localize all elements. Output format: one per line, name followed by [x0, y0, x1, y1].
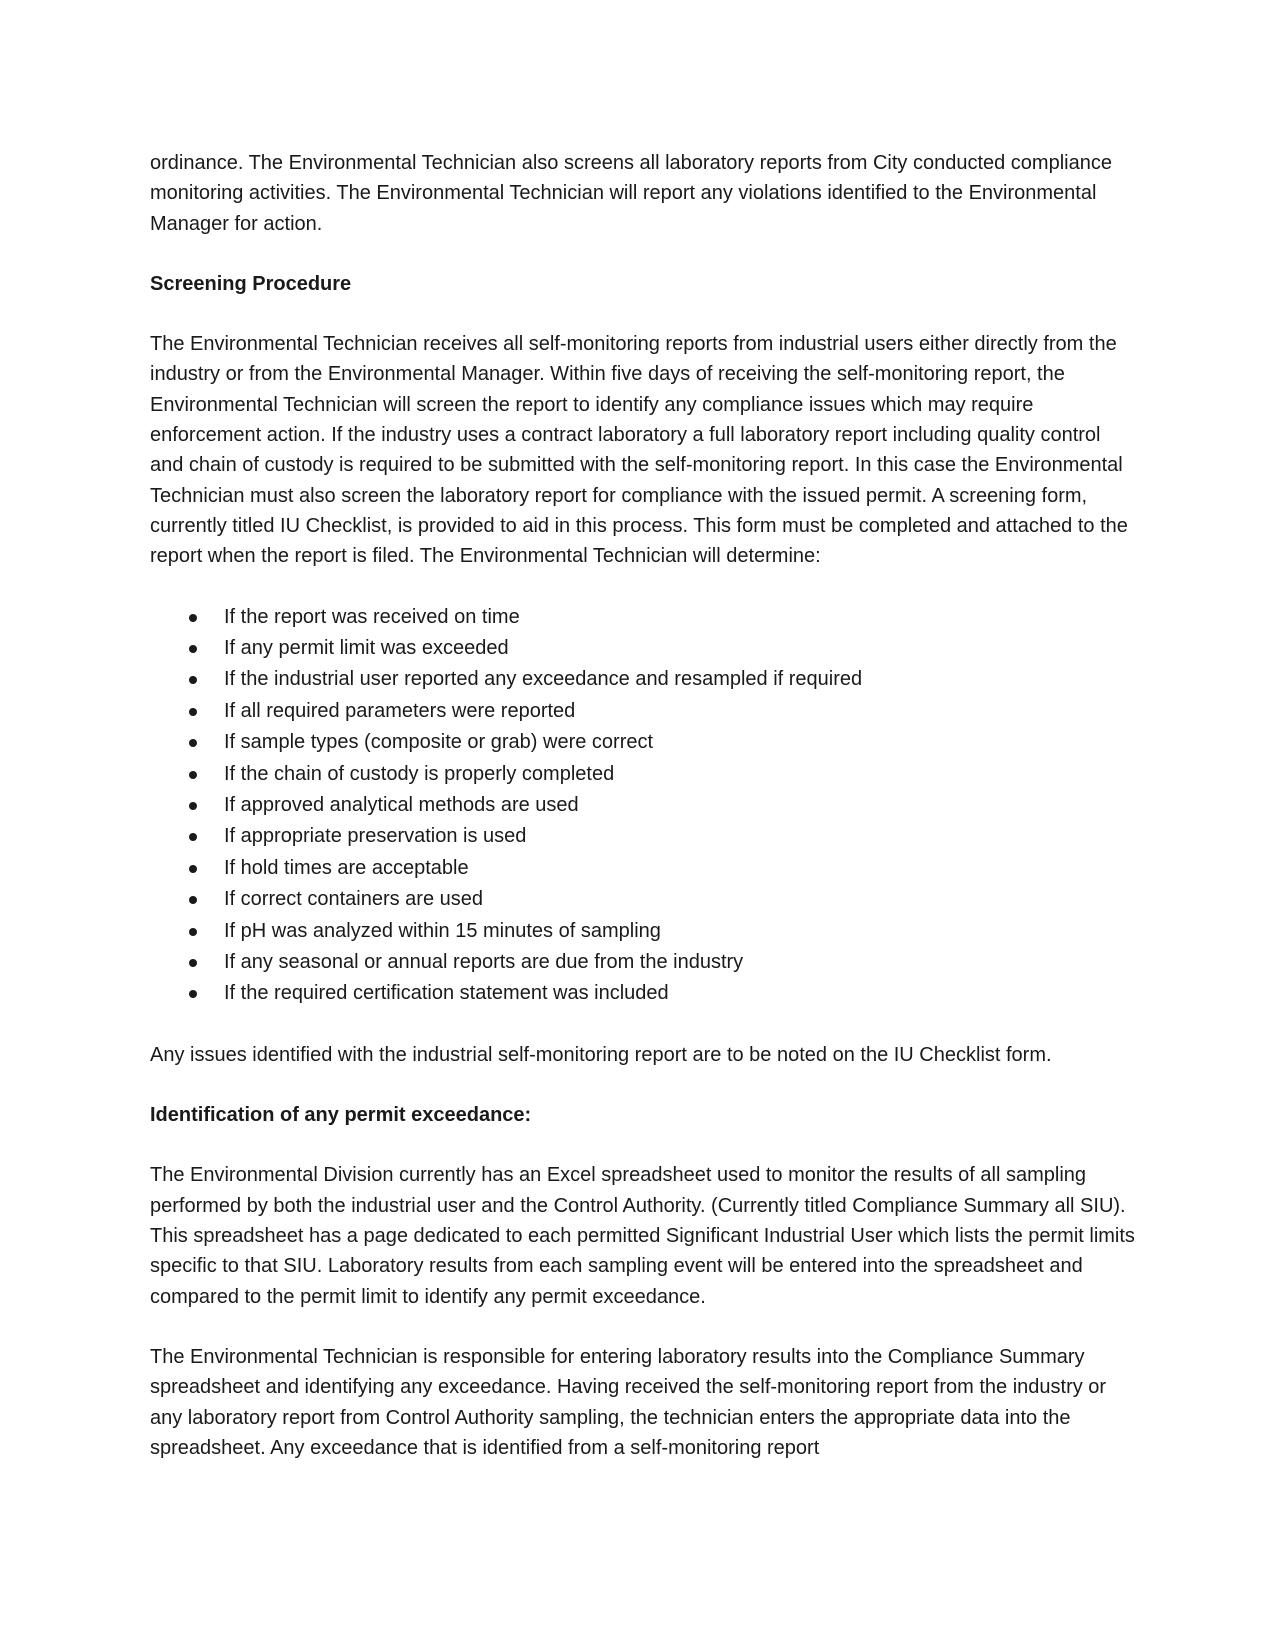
screening-checklist: [150, 602, 1135, 1010]
bullet-icon: [189, 676, 197, 684]
screening-procedure-heading: Screening Procedure: [150, 272, 352, 295]
checklist-item-text: If pH was analyzed within 15 minutes of sampling: [224, 919, 661, 942]
bullet-icon: [189, 928, 197, 936]
checklist-item-text: If sample types (composite or grab) were correct: [224, 731, 654, 754]
checklist-item: [150, 978, 1135, 1009]
checklist-item-text: If the required certification statement was included: [224, 982, 669, 1005]
intro-paragraph: ordinance. The Environmental Technician also screens all laboratory reports from City conducted compliance monitoring activities. The Environmental Technician will report any violations identified to the Environmental Manager for action.: [150, 152, 1112, 235]
exceedance-paragraph-1: The Environmental Division currently has an Excel spreadsheet used to monitor the results of all sampling performed by both the industrial user and the Control Authority. (Currently titled Compliance Summary all SIU). This spreadsheet has a page dedicated to each permitted Significant Industrial User which lists the permit limits specific to that SIU. Laboratory results from each sampling event will be entered into the spreadsheet and compared to the permit limit to identify any permit exceedance.: [150, 1164, 1135, 1308]
bullet-icon: [189, 802, 197, 810]
screening-paragraph: The Environmental Technician receives all self-monitoring reports from industrial users either directly from the industry or from the Environmental Manager. Within five days of receiving the self-monitoring report, the Environmental Technician will screen the report to identify any compliance issues which may require enforcement action. If the industry uses a contract laboratory a full laboratory report including quality control and chain of custody is required to be submitted with the self-monitoring report. In this case the Environmental Technician must also screen the laboratory report for compliance with the issued permit. A screening form, currently titled IU Checklist, is provided to aid in this process. This form must be completed and attached to the report when the report is filed. The Environmental Technician will determine:: [150, 333, 1128, 568]
checklist-item: [150, 664, 1135, 695]
bullet-icon: [189, 739, 197, 747]
checklist-item-text: If the industrial user reported any exceedance and resampled if required: [224, 668, 863, 691]
checklist-item: [150, 821, 1135, 852]
checklist-item-text: If correct containers are used: [224, 888, 484, 911]
checklist-item-text: If the chain of custody is properly completed: [224, 762, 615, 785]
bullet-icon: [189, 708, 197, 716]
checklist-item-text: If hold times are acceptable: [224, 856, 469, 879]
bullet-icon: [189, 833, 197, 841]
checklist-item: [150, 759, 1135, 790]
bullet-icon: [189, 645, 197, 653]
checklist-item-text: If all required parameters were reported: [224, 699, 576, 722]
checklist-item: [150, 633, 1135, 664]
checklist-closing-paragraph: Any issues identified with the industrial self-monitoring report are to be noted on the IU Checklist form.: [150, 1043, 1052, 1066]
bullet-icon: [189, 896, 197, 904]
checklist-item: [150, 696, 1135, 727]
checklist-item: [150, 853, 1135, 884]
bullet-icon: [189, 865, 197, 873]
checklist-item: [150, 947, 1135, 978]
document-page: [150, 148, 1135, 1493]
bullet-icon: [189, 959, 197, 967]
checklist-item-text: If the report was received on time: [224, 605, 520, 628]
checklist-item-text: If any permit limit was exceeded: [224, 636, 509, 659]
checklist-item-text: If any seasonal or annual reports are due from the industry: [224, 951, 744, 974]
bullet-icon: [189, 614, 197, 622]
bullet-icon: [189, 990, 197, 998]
permit-exceedance-heading: Identification of any permit exceedance:: [150, 1104, 532, 1127]
checklist-item: [150, 602, 1135, 633]
exceedance-paragraph-2: The Environmental Technician is responsible for entering laboratory results into the Compliance Summary spreadsheet and identifying any exceedance. Having received the self-monitoring report from the industry or any laboratory report from Control Authority sampling, the technician enters the appropriate data into the spreadsheet. Any exceedance that is identified from a self-monitoring report: [150, 1345, 1107, 1459]
checklist-item-text: If approved analytical methods are used: [224, 794, 579, 816]
checklist-item: [150, 884, 1135, 915]
checklist-item-text: If appropriate preservation is used: [224, 825, 527, 848]
checklist-item: [150, 790, 1135, 821]
bullet-icon: [189, 771, 197, 779]
checklist-item: [150, 916, 1135, 947]
checklist-item: [150, 727, 1135, 758]
